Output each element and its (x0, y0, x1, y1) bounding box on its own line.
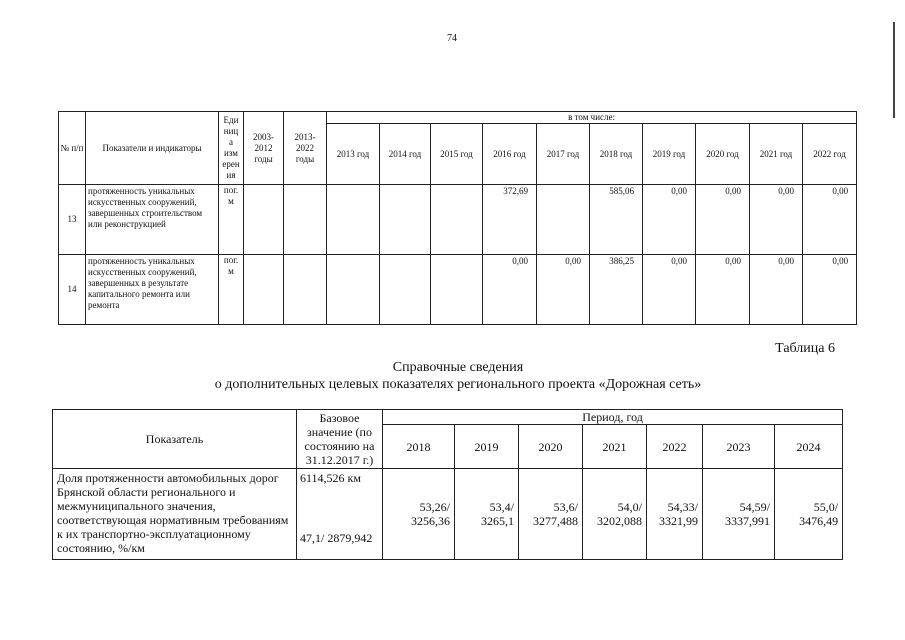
base-value-percent-km: 47,1/ 2879,942 (300, 531, 373, 545)
row-value: 0,00 (803, 185, 857, 255)
row-period-2013 (284, 185, 327, 255)
row-value (431, 185, 483, 255)
header-unit-line: ниц (223, 126, 239, 136)
header-unit (219, 112, 244, 185)
row-unit (219, 185, 244, 255)
row-name: протяженность уникальных искусственных сооружений, завершенных в результате капитального ремонта или ремонта (86, 255, 219, 325)
row-value: 0,00 (696, 185, 750, 255)
header-line: 2013- (294, 131, 316, 142)
row-period-value (703, 469, 775, 560)
row-value (537, 185, 590, 255)
header-num: № п/п (59, 112, 86, 185)
header-unit-line: а (229, 137, 233, 147)
value-km: 3476,49 (799, 514, 839, 528)
row-unit-line: м (228, 196, 234, 206)
row-name: протяженность уникальных искусственных сооружений, завершенных строительством или реконструкцией (86, 185, 219, 255)
header-base-value: Базовое значение (по состоянию на 31.12.2017 г.) (297, 410, 383, 469)
table1-header-row (59, 112, 857, 124)
header-unit-line: ерен (222, 159, 240, 169)
header-period-2013-2022 (284, 112, 327, 185)
header-line: годы (254, 153, 273, 164)
value-km: 3265,1 (481, 514, 514, 528)
header-period-2003-2012 (244, 112, 284, 185)
row-period-value (647, 469, 703, 560)
value-km: 3202,088 (597, 514, 642, 528)
table-row (59, 185, 857, 255)
row-period-value (775, 469, 843, 560)
row-base-value (297, 469, 383, 560)
table-label: Таблица 6 (775, 341, 835, 356)
additional-indicators-table (52, 409, 843, 560)
row-unit-line: пог. (223, 185, 239, 195)
table-row (53, 469, 843, 560)
row-unit-line: м (228, 266, 234, 276)
row-value (327, 255, 380, 325)
header-year: 2022 (647, 425, 703, 469)
row-unit-line: пог. (223, 255, 239, 265)
row-period-2013 (284, 255, 327, 325)
header-including: в том числе: (327, 112, 857, 124)
value-percent: 54,33/ (667, 500, 698, 514)
header-unit-line: Еди (223, 115, 239, 125)
row-period-value (583, 469, 647, 560)
row-value (431, 255, 483, 325)
header-unit-line: изм (224, 148, 238, 158)
row-value: 585,06 (590, 185, 643, 255)
header-year: 2015 год (431, 124, 483, 185)
row-period-2003 (244, 255, 284, 325)
row-value (380, 185, 431, 255)
header-year: 2018 год (590, 124, 643, 185)
row-value: 372,69 (483, 185, 537, 255)
row-value: 386,25 (590, 255, 643, 325)
header-year: 2020 (519, 425, 583, 469)
header-year: 2019 (455, 425, 519, 469)
value-percent: 53,4/ (489, 500, 514, 514)
row-value: 0,00 (750, 185, 803, 255)
header-year: 2017 год (537, 124, 590, 185)
row-value: 0,00 (750, 255, 803, 325)
header-year: 2019 год (643, 124, 696, 185)
row-value: 0,00 (643, 255, 696, 325)
row-period-value (455, 469, 519, 560)
row-period-2003 (244, 185, 284, 255)
row-value (380, 255, 431, 325)
header-year: 2013 год (327, 124, 380, 185)
value-percent: 53,26/ (419, 500, 450, 514)
value-km: 3277,488 (533, 514, 578, 528)
value-percent: 54,0/ (617, 500, 642, 514)
header-year: 2014 год (380, 124, 431, 185)
header-indicator: Показатель (53, 410, 297, 469)
header-year: 2018 (383, 425, 455, 469)
value-km: 3256,36 (411, 514, 450, 528)
caption-subtitle: о дополнительных целевых показателях регионального проекта «Дорожная сеть» (214, 377, 702, 392)
row-unit (219, 255, 244, 325)
value-percent: 53,6/ (553, 500, 578, 514)
header-unit-line: ия (226, 170, 236, 180)
row-value: 0,00 (483, 255, 537, 325)
header-indicator: Показатели и индикаторы (86, 112, 219, 185)
header-line: 2003- (253, 131, 274, 142)
base-value-km: 6114,526 км (300, 471, 361, 485)
row-value (327, 185, 380, 255)
table-row (59, 255, 857, 325)
header-year: 2022 год (803, 124, 857, 185)
header-year: 2021 (583, 425, 647, 469)
indicators-table (58, 111, 857, 325)
header-line: годы (295, 153, 315, 164)
row-value: 0,00 (696, 255, 750, 325)
row-num: 14 (59, 255, 86, 325)
header-year: 2016 год (483, 124, 537, 185)
table2-header-row (53, 410, 843, 425)
value-percent: 54,59/ (739, 500, 770, 514)
row-num: 13 (59, 185, 86, 255)
header-year: 2024 (775, 425, 843, 469)
caption-title: Справочные сведения (392, 360, 524, 375)
scan-edge-line (893, 22, 895, 118)
value-km: 3337,991 (725, 514, 770, 528)
header-period: Период, год (383, 410, 843, 425)
header-line: 2022 (296, 142, 314, 153)
header-line: 2012 (254, 142, 273, 153)
row-period-value (519, 469, 583, 560)
value-percent: 55,0/ (813, 500, 839, 514)
row-value: 0,00 (537, 255, 590, 325)
header-year: 2021 год (750, 124, 803, 185)
value-km: 3321,99 (659, 514, 698, 528)
row-value: 0,00 (643, 185, 696, 255)
row-period-value (383, 469, 455, 560)
page-number: 74 (447, 33, 457, 44)
row-indicator: Доля протяженности автомобильных дорог Брянской области регионального и межмуниципального значения, соответствующая нормативным требованиям к их транспортно-эксплуатационному состоянию, %/км (53, 469, 297, 560)
header-year: 2020 год (696, 124, 750, 185)
row-value: 0,00 (803, 255, 857, 325)
header-year: 2023 (703, 425, 775, 469)
